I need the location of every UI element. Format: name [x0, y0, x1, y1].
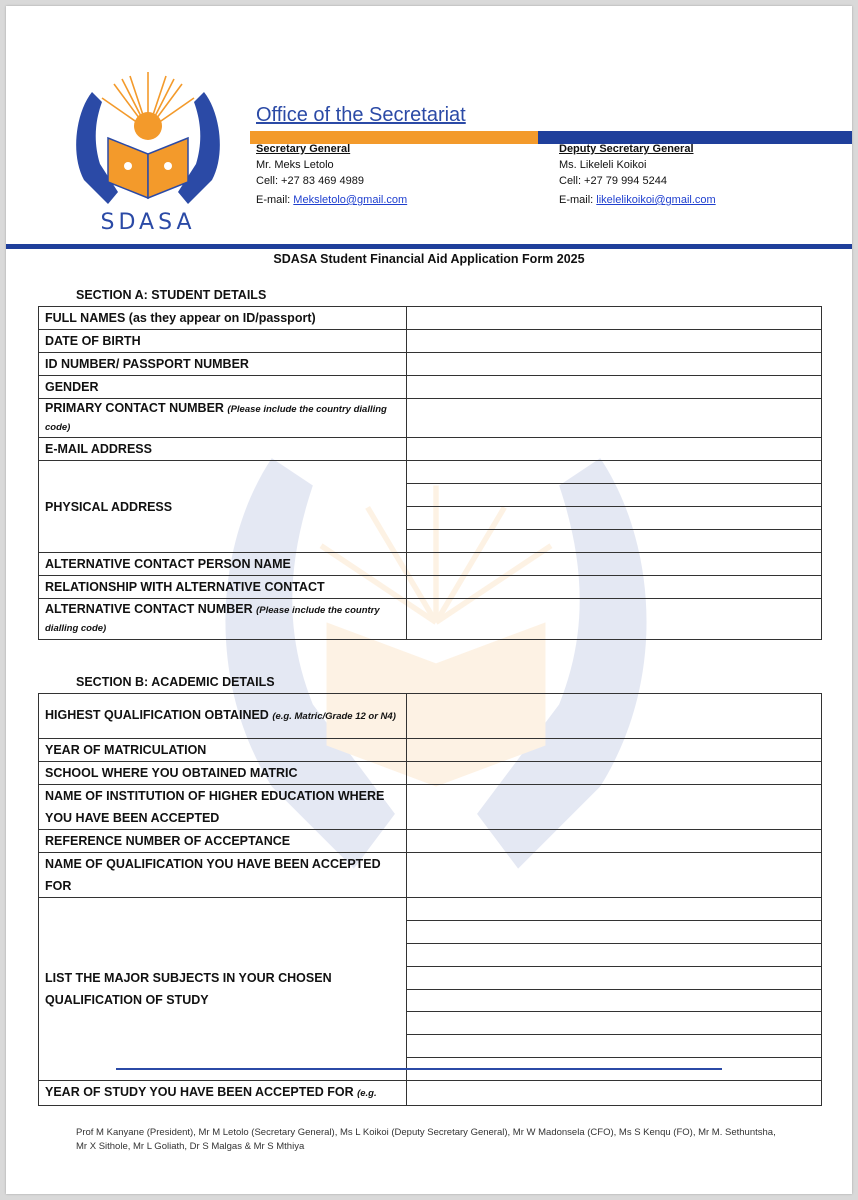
- field-input[interactable]: [407, 576, 822, 599]
- field-label: DATE OF BIRTH: [39, 330, 407, 353]
- subject-line[interactable]: [407, 967, 821, 990]
- subject-line[interactable]: [407, 944, 821, 967]
- field-label: [39, 1081, 407, 1106]
- field-label: FULL NAMES (as they appear on ID/passport): [39, 307, 407, 330]
- deputy-secretary-general-name: Ms. Likeleli Koikoi: [559, 159, 647, 171]
- table-row: [39, 307, 822, 330]
- field-label: LIST THE MAJOR SUBJECTS IN YOUR CHOSEN QUALIFICATION OF STUDY: [39, 898, 407, 1081]
- deputy-secretary-general-cell: Cell: +27 79 994 5244: [559, 175, 667, 187]
- field-label: ID NUMBER/ PASSPORT NUMBER: [39, 353, 407, 376]
- field-input[interactable]: [407, 376, 822, 399]
- field-label-main: ALTERNATIVE CONTACT NUMBER: [45, 602, 253, 616]
- table-row: [39, 399, 822, 438]
- table-row: [39, 762, 822, 785]
- field-note: (Please include the country dialling code): [45, 404, 387, 433]
- field-input[interactable]: [407, 898, 822, 1081]
- field-label: GENDER: [39, 376, 407, 399]
- section-a-table: [38, 306, 822, 640]
- field-input[interactable]: [407, 694, 822, 739]
- table-row: [39, 353, 822, 376]
- field-note: (Please include the country dialling code): [45, 605, 380, 634]
- field-label: [39, 399, 407, 438]
- field-input[interactable]: [407, 830, 822, 853]
- subject-line[interactable]: [407, 1012, 821, 1035]
- field-input[interactable]: [407, 307, 822, 330]
- table-row: [39, 739, 822, 762]
- field-label: E-MAIL ADDRESS: [39, 438, 407, 461]
- field-label-main: HIGHEST QUALIFICATION OBTAINED: [45, 708, 269, 722]
- form-title: SDASA Student Financial Aid Application Form 2025: [273, 252, 585, 266]
- sdasa-logo: [62, 64, 234, 234]
- table-row: [39, 330, 822, 353]
- field-label: ALTERNATIVE CONTACT PERSON NAME: [39, 553, 407, 576]
- address-line[interactable]: [407, 530, 821, 552]
- header-divider: [6, 244, 852, 249]
- address-line[interactable]: [407, 461, 821, 484]
- field-label: YEAR OF MATRICULATION: [39, 739, 407, 762]
- deputy-secretary-general-email-label: E-mail:: [559, 194, 594, 206]
- field-label: [39, 599, 407, 640]
- table-row: [39, 553, 822, 576]
- footer-officials: Prof M Kanyane (President), Mr M Letolo (Secretary General), Ms L Koikoi (Deputy Secretary General), Mr W Madonsela (CFO), Ms S Kenqu (FO), Mr M. Sethuntsha, Mr X Sithole, Mr L Goliath, Dr S Malgas & Mr S Mthiya: [76, 1127, 776, 1152]
- field-label: SCHOOL WHERE YOU OBTAINED MATRIC: [39, 762, 407, 785]
- address-line[interactable]: [407, 507, 821, 530]
- subject-line[interactable]: [407, 898, 821, 921]
- field-label: RELATIONSHIP WITH ALTERNATIVE CONTACT: [39, 576, 407, 599]
- field-note: (e.g.: [357, 1088, 377, 1099]
- table-row: [39, 785, 822, 830]
- section-a-title: SECTION A: STUDENT DETAILS: [76, 288, 267, 302]
- field-input[interactable]: [407, 438, 822, 461]
- subject-line[interactable]: [407, 921, 821, 944]
- table-row: [39, 576, 822, 599]
- subject-line[interactable]: [407, 990, 821, 1013]
- secretary-general-role: Secretary General: [256, 143, 351, 155]
- table-row: [39, 376, 822, 399]
- deputy-secretary-general-contact: [559, 141, 716, 208]
- subject-lines: [407, 898, 821, 1080]
- field-input[interactable]: [407, 461, 822, 553]
- subject-line[interactable]: [407, 1035, 821, 1058]
- field-label: NAME OF QUALIFICATION YOU HAVE BEEN ACCEPTED FOR: [39, 853, 407, 898]
- table-row: [39, 694, 822, 739]
- field-label-main: YEAR OF STUDY YOU HAVE BEEN ACCEPTED FOR: [45, 1085, 354, 1099]
- field-input[interactable]: [407, 1081, 822, 1106]
- table-row: [39, 898, 822, 1081]
- field-label: REFERENCE NUMBER OF ACCEPTANCE: [39, 830, 407, 853]
- field-input[interactable]: [407, 599, 822, 640]
- field-input[interactable]: [407, 785, 822, 830]
- table-row: [39, 830, 822, 853]
- field-label: [39, 694, 407, 739]
- office-title: Office of the Secretariat: [256, 104, 466, 126]
- section-b-table: [38, 693, 822, 1106]
- field-input[interactable]: [407, 553, 822, 576]
- logo-text: SDASA: [100, 210, 196, 234]
- document-page: [6, 6, 852, 1194]
- field-label: NAME OF INSTITUTION OF HIGHER EDUCATION WHERE YOU HAVE BEEN ACCEPTED: [39, 785, 407, 830]
- address-lines: [407, 461, 821, 552]
- field-input[interactable]: [407, 739, 822, 762]
- field-input[interactable]: [407, 762, 822, 785]
- field-input[interactable]: [407, 399, 822, 438]
- blue-divider-line: [116, 1068, 722, 1070]
- table-row: [39, 853, 822, 898]
- deputy-secretary-general-role: Deputy Secretary General: [559, 143, 694, 155]
- secretary-general-email-link[interactable]: Meksletolo@gmail.com: [293, 194, 408, 206]
- secretary-general-email-label: E-mail:: [256, 194, 291, 206]
- table-row: [39, 461, 822, 553]
- field-input[interactable]: [407, 853, 822, 898]
- secretary-general-cell: Cell: +27 83 469 4989: [256, 175, 364, 187]
- field-input[interactable]: [407, 353, 822, 376]
- field-label-main: PRIMARY CONTACT NUMBER: [45, 401, 224, 415]
- field-input[interactable]: [407, 330, 822, 353]
- field-label: PHYSICAL ADDRESS: [39, 461, 407, 553]
- table-row: [39, 1081, 822, 1106]
- table-row: [39, 438, 822, 461]
- field-note: (e.g. Matric/Grade 12 or N4): [272, 711, 396, 722]
- deputy-secretary-general-email-link[interactable]: likelelikoikoi@gmail.com: [596, 194, 716, 206]
- address-line[interactable]: [407, 484, 821, 507]
- section-b-title: SECTION B: ACADEMIC DETAILS: [76, 675, 275, 689]
- table-row: [39, 599, 822, 640]
- secretary-general-contact: [256, 141, 407, 208]
- secretary-general-name: Mr. Meks Letolo: [256, 159, 334, 171]
